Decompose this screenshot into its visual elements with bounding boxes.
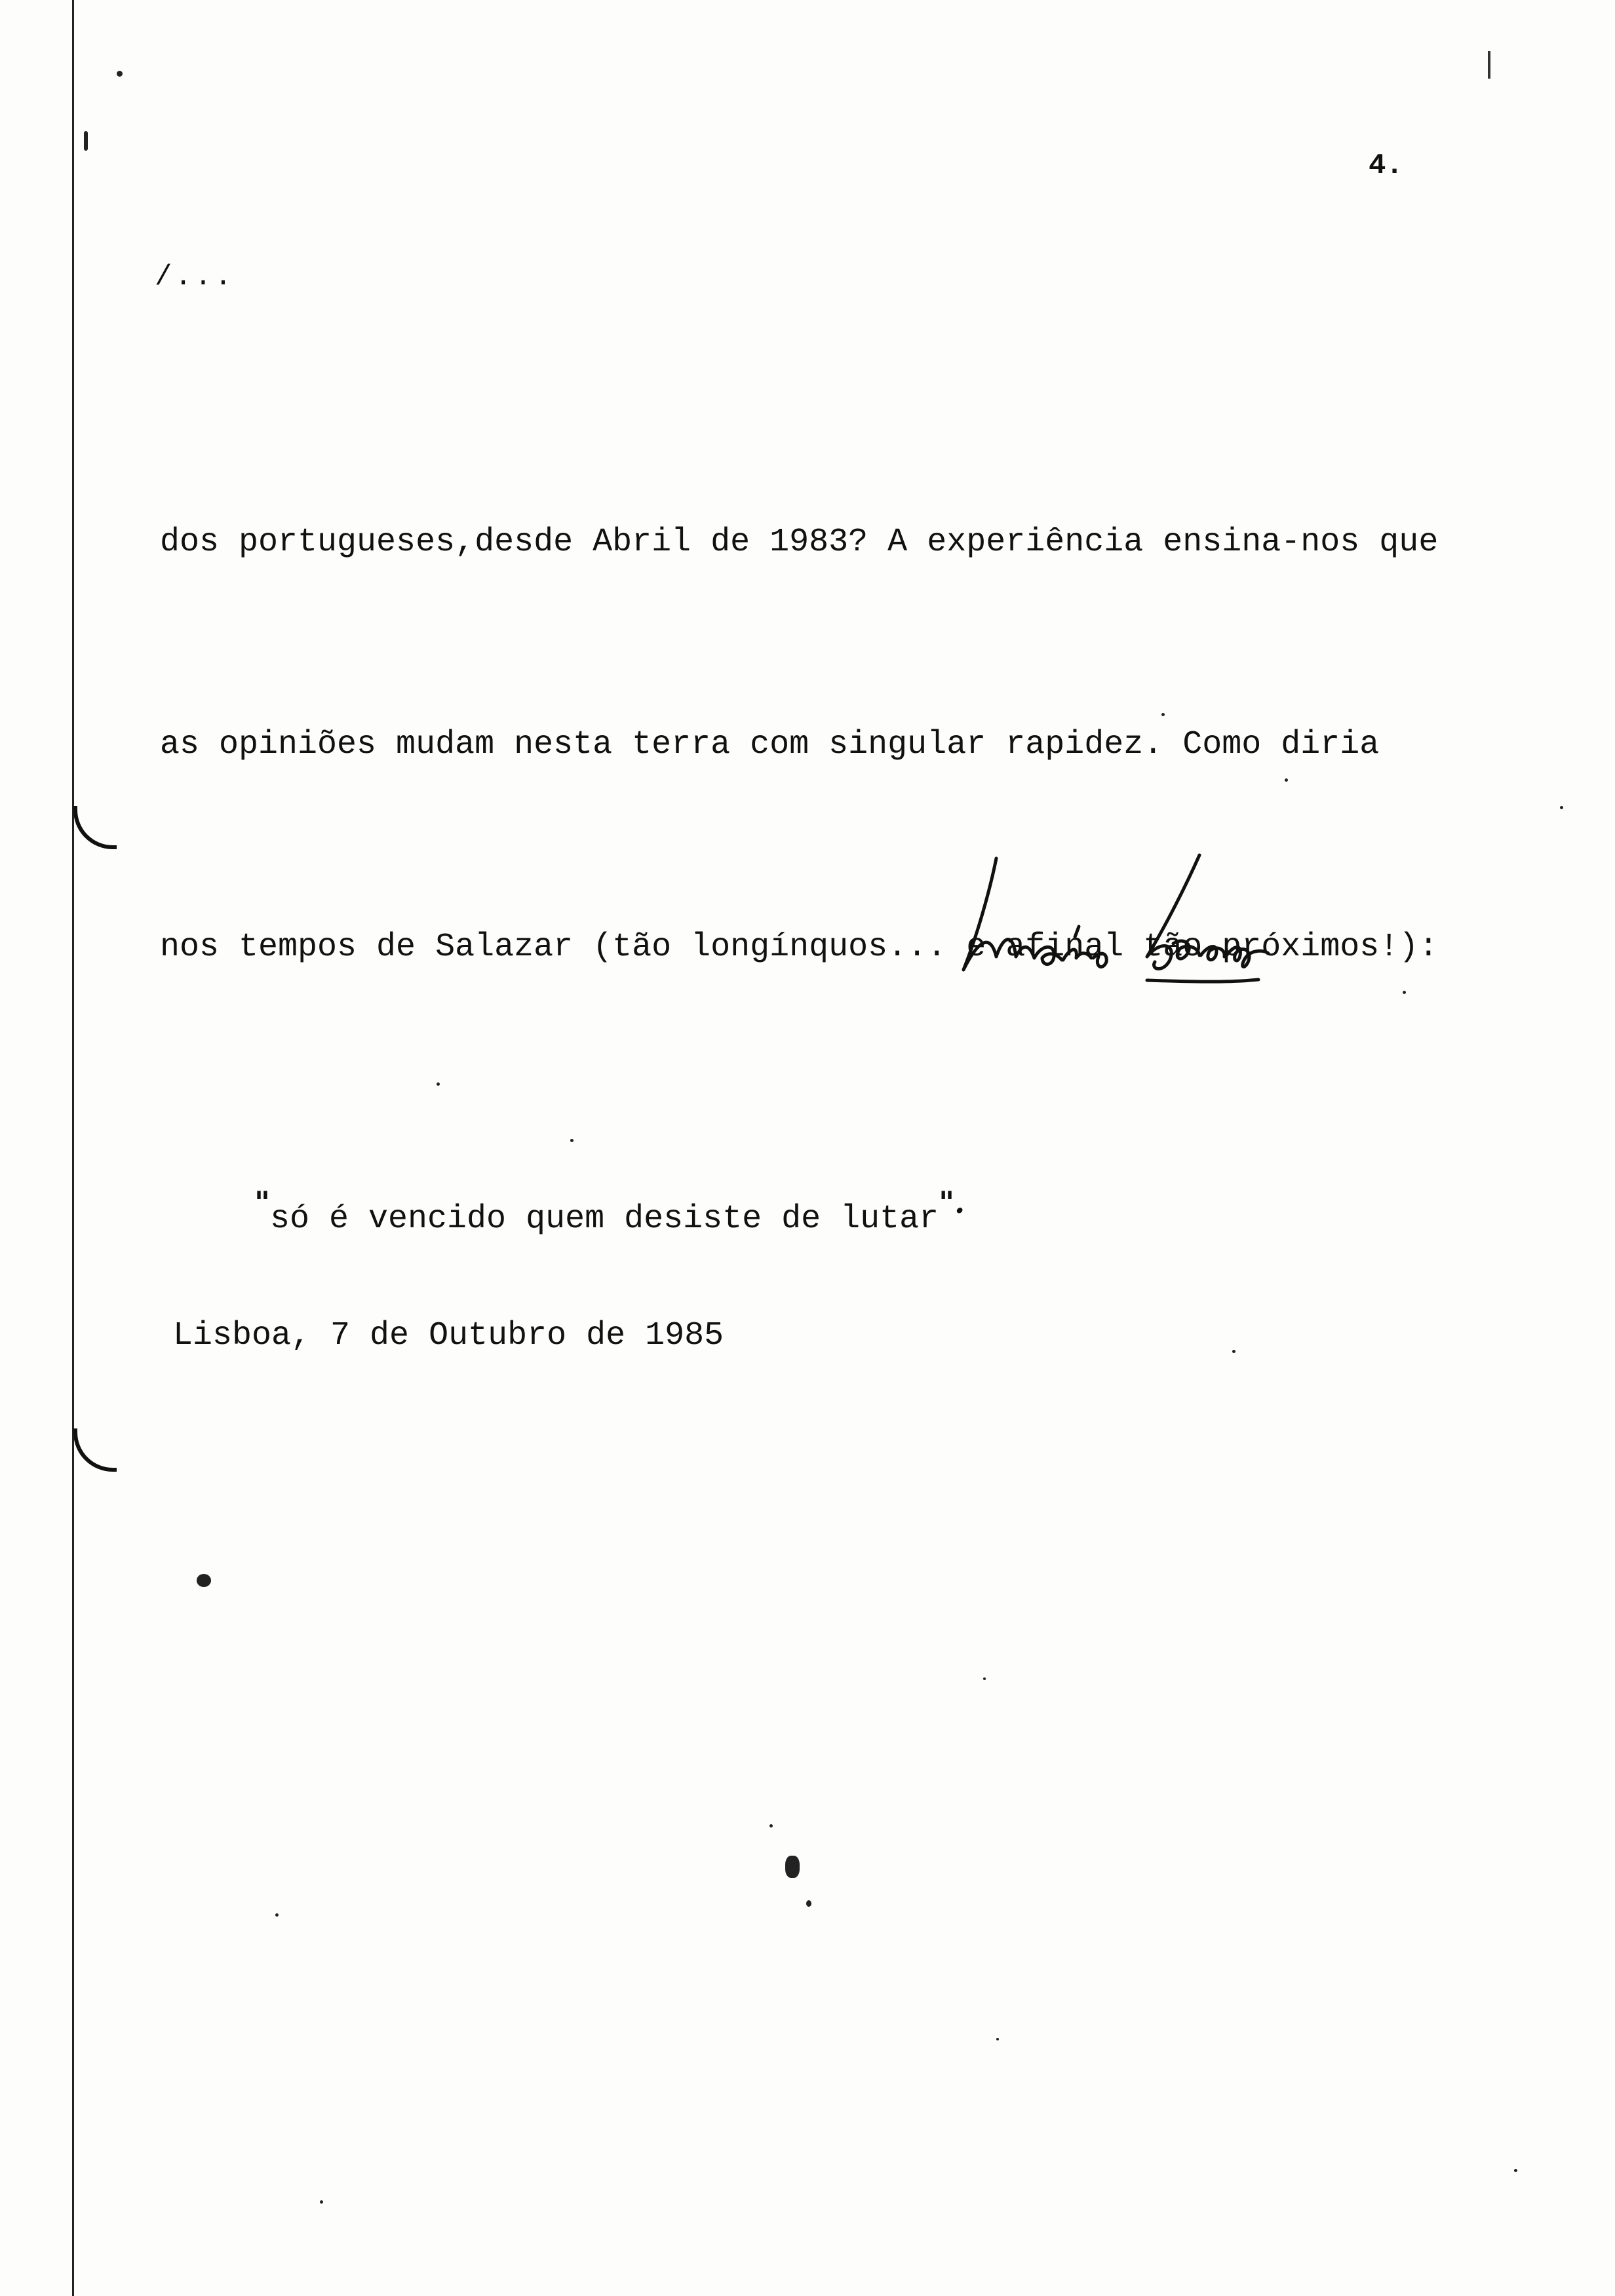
scan-mark — [1488, 51, 1490, 79]
page-number: 4. — [1369, 149, 1403, 182]
scan-bracket-mark — [73, 806, 117, 849]
scan-speck — [320, 2200, 323, 2204]
scan-speck — [1514, 2169, 1517, 2172]
body-line: dos portugueses,desde Abril de 1983? A experiência ensina-nos que — [160, 524, 1439, 561]
scan-speck — [1232, 1350, 1236, 1353]
scan-speck — [84, 131, 88, 151]
handwritten-close-quote: ". — [939, 1185, 965, 1220]
scan-speck — [1161, 713, 1165, 716]
body-line: as opiniões mudam nesta terra com singular rapidez. Como diria — [160, 726, 1380, 763]
scan-speck — [996, 2038, 999, 2040]
scan-speck — [785, 1856, 800, 1878]
dateline: Lisboa, 7 de Outubro de 1985 — [173, 1317, 724, 1354]
scan-speck — [117, 71, 123, 77]
quoted-phrase: só é vencido quem desiste de lutar — [270, 1200, 939, 1238]
scan-speck — [1285, 778, 1288, 782]
scan-binding-edge — [72, 0, 74, 2296]
scan-speck — [806, 1900, 811, 1907]
handwritten-signature — [950, 845, 1317, 1016]
continuation-mark: /... — [155, 261, 235, 294]
scan-speck — [1403, 991, 1406, 994]
body-line: nos tempos de Salazar (tão longínquos... e afinal tão próximos!): — [160, 928, 1439, 966]
scan-bracket-mark — [73, 1428, 117, 1472]
scan-speck — [437, 1082, 440, 1086]
scan-speck — [769, 1824, 773, 1827]
scan-speck — [570, 1139, 574, 1142]
scan-speck — [275, 1913, 279, 1917]
scan-speck — [1560, 806, 1563, 809]
handwritten-open-quote: " — [254, 1185, 270, 1220]
quote-line — [160, 1116, 1471, 1320]
scan-speck — [197, 1574, 211, 1587]
scan-speck — [983, 1677, 986, 1680]
